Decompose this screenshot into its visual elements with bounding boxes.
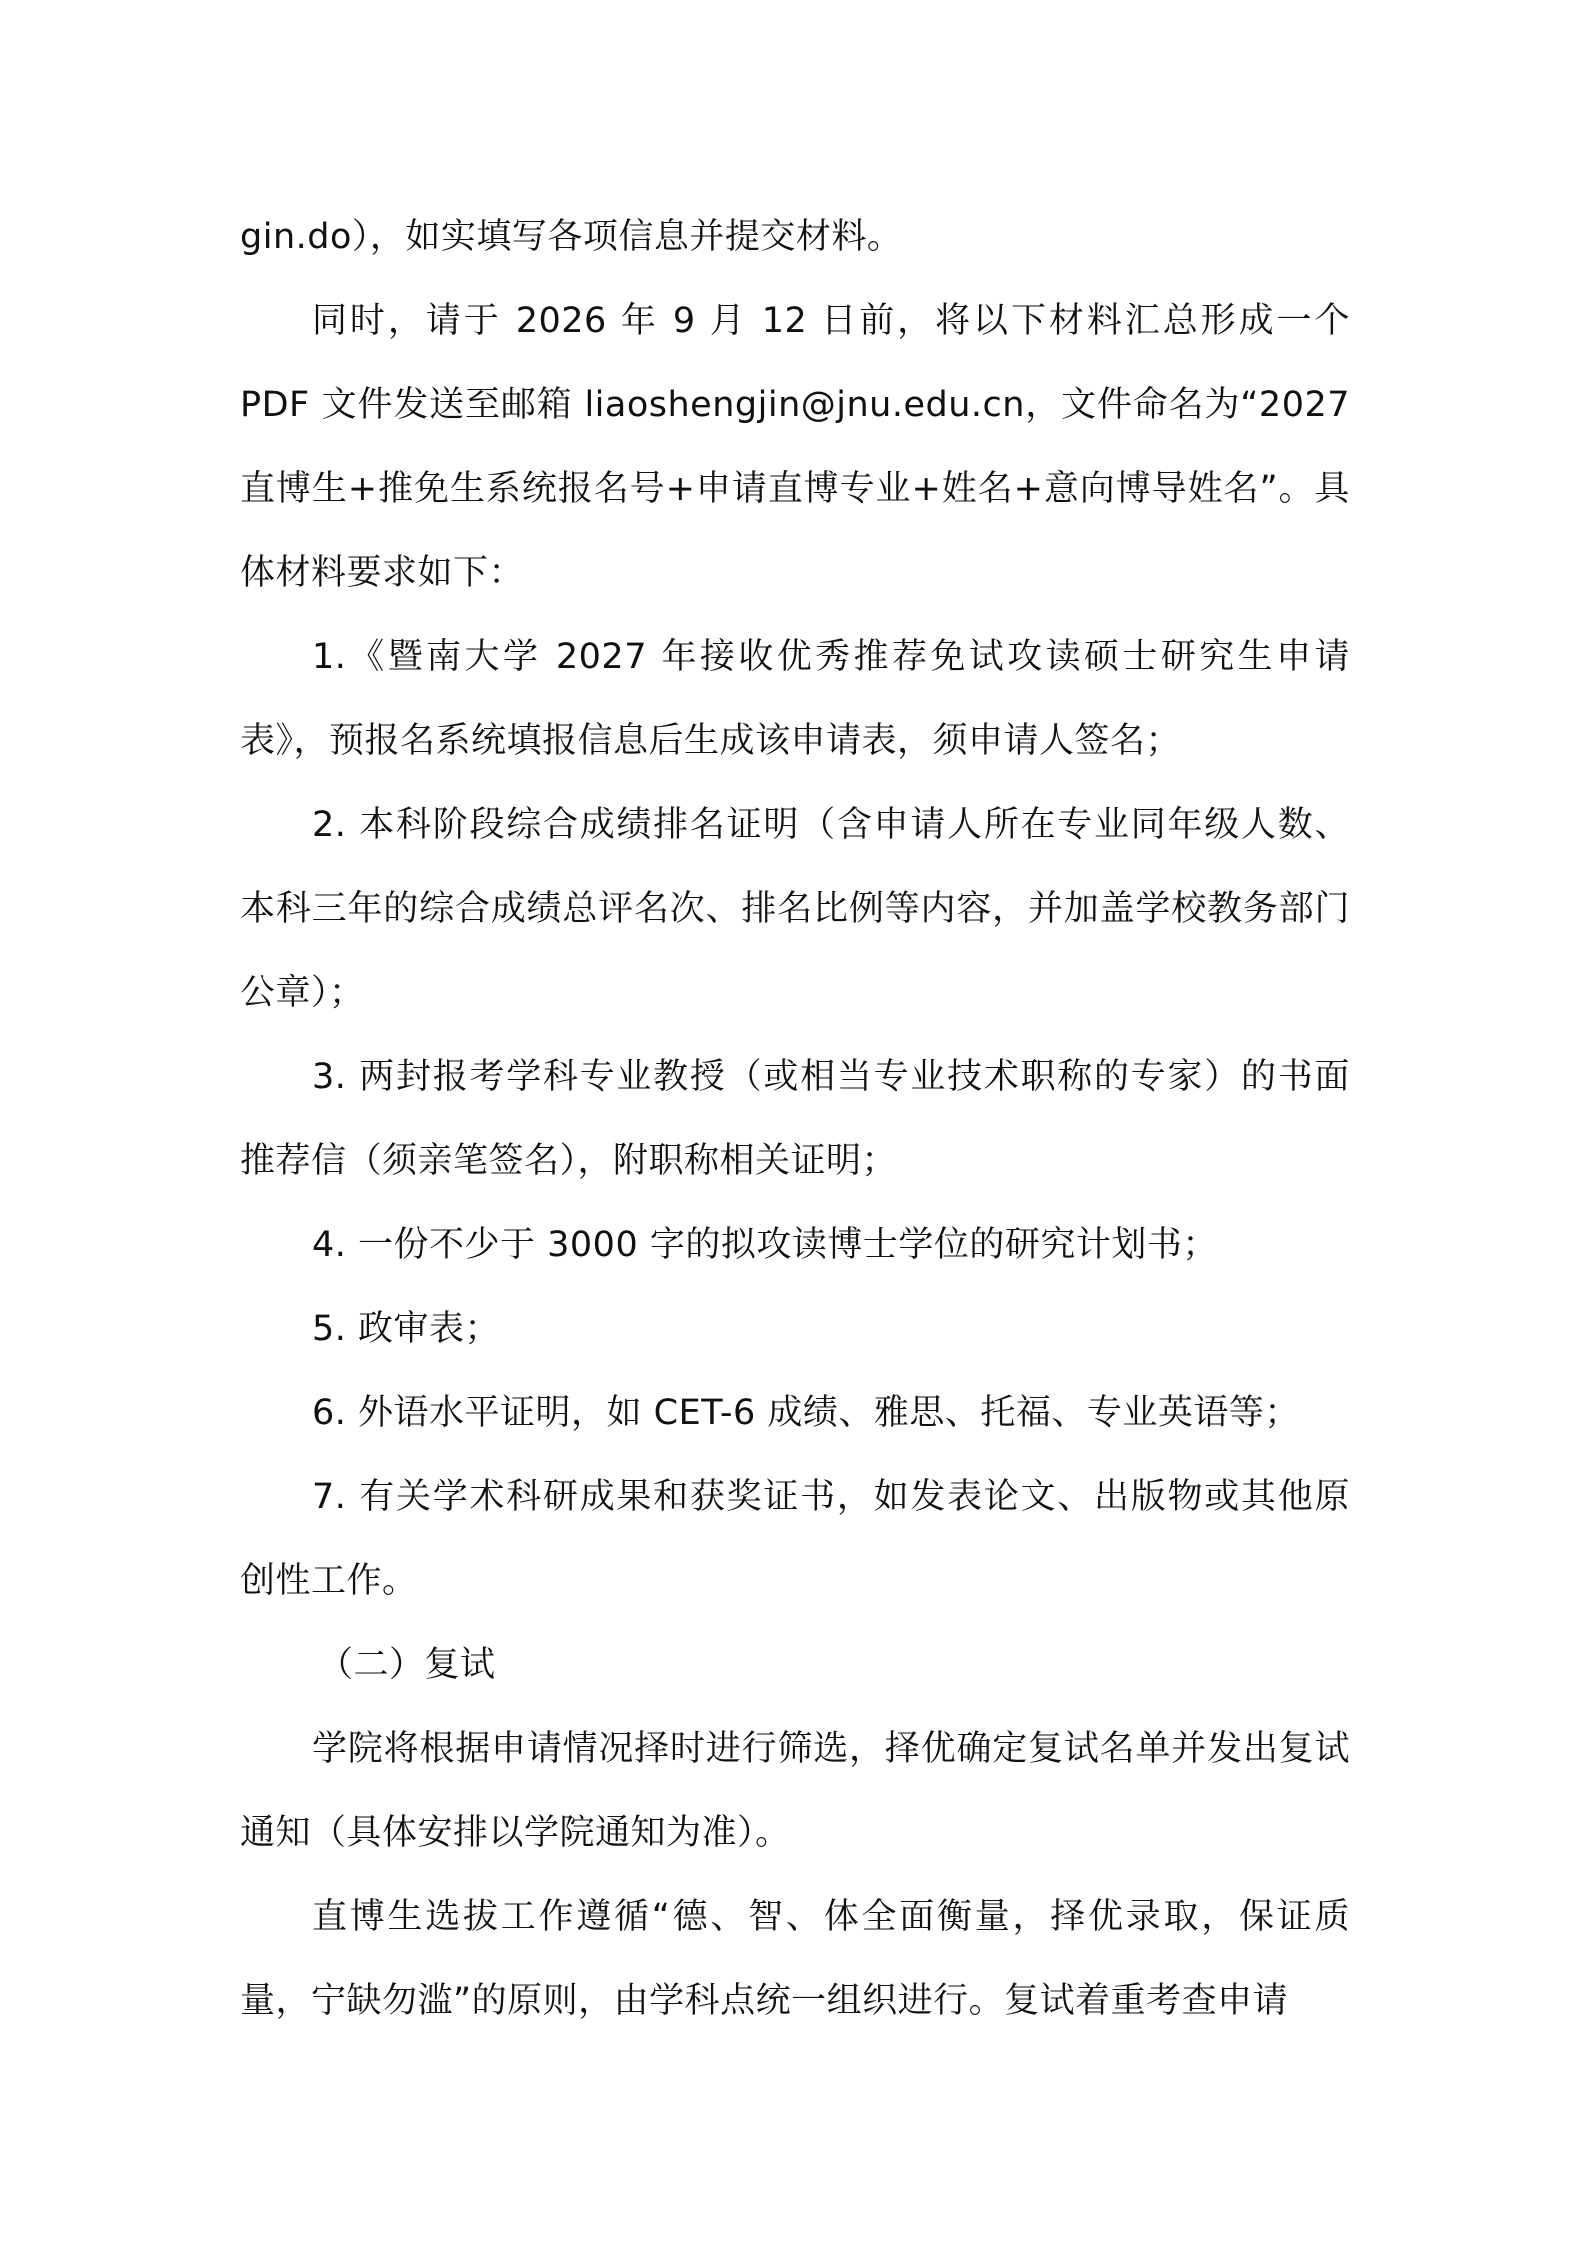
list-item-6: 6. 外语水平证明，如 CET-6 成绩、雅思、托福、专业英语等； xyxy=(312,1393,1300,1433)
paragraph-selection-principles: 直博生选拔工作遵循“德、智、体全面衡量，择优录取，保证质量，宁缺勿滥”的原则，由学科点统一组织进行。复试着重考查申请 xyxy=(240,1897,1350,2021)
list-item-7: 7. 有关学术科研成果和获奖证书，如发表论文、出版物或其他原创性工作。 xyxy=(240,1477,1350,1601)
list-item-4: 4. 一份不少于 3000 字的拟攻读博士学位的研究计划书； xyxy=(312,1225,1218,1265)
paragraph-continuation: gin.do），如实填写各项信息并提交材料。 xyxy=(240,217,903,257)
list-item-1: 1.《暨南大学 2027 年接收优秀推荐免试攻读硕士研究生申请表》，预报名系统填报信息后生成该申请表，须申请人签名； xyxy=(240,637,1350,761)
document-page xyxy=(240,195,1350,2043)
section-heading-retest: （二）复试 xyxy=(318,1645,496,1685)
list-item-3: 3. 两封报考学科专业教授（或相当专业技术职称的专家）的书面推荐信（须亲笔签名），附职称相关证明； xyxy=(240,1057,1350,1181)
list-item-2: 2. 本科阶段综合成绩排名证明（含申请人所在专业同年级人数、本科三年的综合成绩总评名次、排名比例等内容，并加盖学校教务部门公章）； xyxy=(240,805,1350,1013)
list-item-5: 5. 政审表； xyxy=(312,1309,501,1349)
paragraph-screening: 学院将根据申请情况择时进行筛选，择优确定复试名单并发出复试通知（具体安排以学院通知为准）。 xyxy=(240,1729,1350,1853)
paragraph-submission-instructions: 同时，请于 2026 年 9 月 12 日前，将以下材料汇总形成一个 PDF 文件发送至邮箱 liaoshengjin@jnu.edu.cn，文件命名为“2027 直博生+推免生系统报名号+申请直博专业+姓名+意向博导姓名”。具体材料要求如下： xyxy=(240,301,1350,593)
